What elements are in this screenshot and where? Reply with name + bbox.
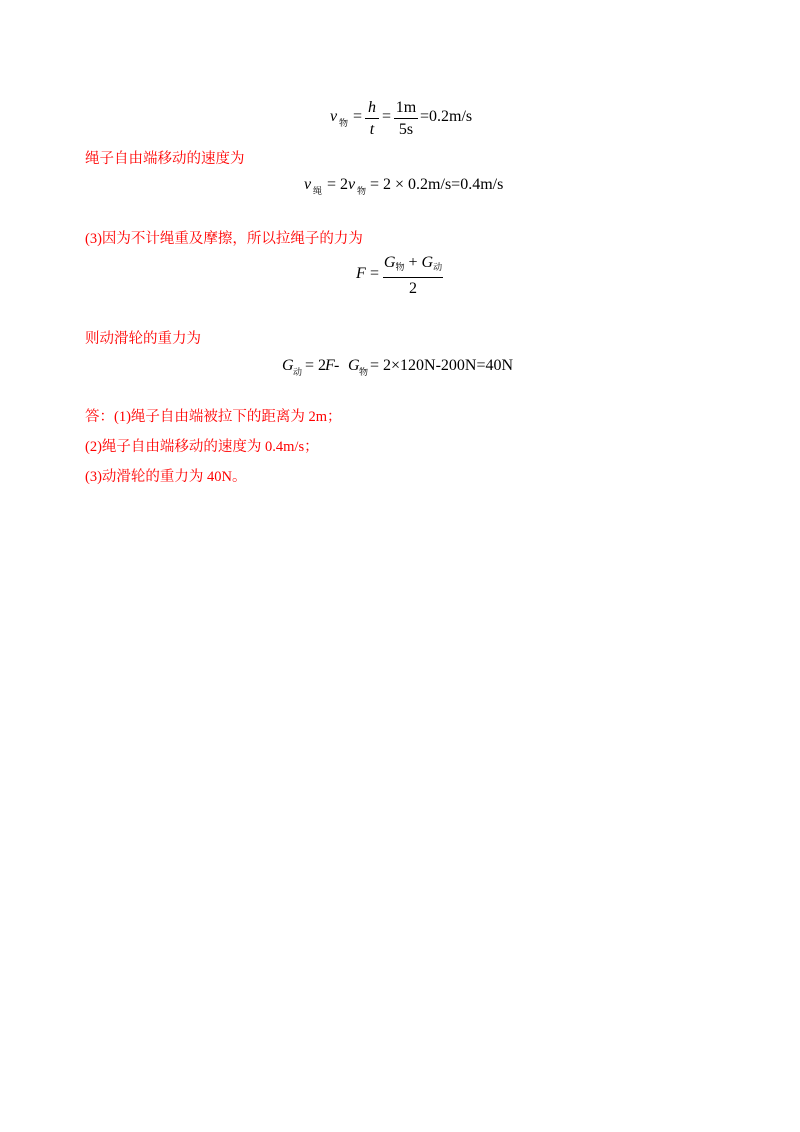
eq3-fraction — [383, 254, 443, 298]
eq4-mid: = 2 — [305, 357, 327, 374]
eq1-frac1-numerator: h — [368, 99, 376, 116]
equation-pulley-weight — [282, 357, 522, 377]
text-rope-end-speed-intro: 绳子自由端移动的速度为 — [85, 151, 245, 167]
answer-line-2: (2)绳子自由端移动的速度为 0.4m/s； — [85, 439, 319, 455]
eq3-numerator — [383, 254, 443, 276]
eq1-equals: = — [353, 108, 363, 125]
eq1-lhs-sub: 物 — [339, 118, 349, 128]
eq1-result: =0.2m/s — [420, 108, 473, 125]
eq1-fraction-h-t — [365, 99, 379, 139]
answer-line-3: (3)动滑轮的重力为 40N。 — [85, 469, 247, 485]
fraction-bar — [365, 118, 379, 119]
eq1-equals-2: = — [382, 108, 392, 125]
eq4-lhs-sub: 动 — [293, 367, 303, 377]
equation-velocity-object — [330, 99, 490, 139]
equation-velocity-rope — [304, 176, 504, 196]
eq3-equals: = — [370, 265, 380, 282]
text-pulley-weight-intro: 则动滑轮的重力为 — [85, 331, 201, 347]
eq3-lhs: F — [356, 265, 366, 282]
eq2-rhs: = 2 × 0.2m/s=0.4m/s — [370, 176, 504, 193]
eq3-plus: + — [404, 254, 422, 271]
eq1-fraction-1m-5s — [394, 99, 418, 139]
eq3-num-b: G — [421, 254, 434, 271]
answer-line-1: 答：(1)绳子自由端被拉下的距离为 2m； — [85, 409, 342, 425]
equation-pull-force — [356, 254, 456, 298]
eq4-g-sub: 物 — [359, 367, 369, 377]
eq2-lhs-var: v — [304, 176, 312, 193]
eq2-mid-var: v — [348, 176, 356, 193]
eq3-num-a-sub: 物 — [395, 262, 405, 272]
eq4-g-var: G — [348, 357, 360, 374]
eq4-lhs-var: G — [282, 357, 294, 374]
eq2-mid-sub: 物 — [357, 186, 367, 196]
eq2-lhs-sub: 绳 — [313, 186, 323, 196]
fraction-bar — [394, 118, 418, 119]
eq1-frac2-denominator: 5s — [398, 121, 414, 138]
eq1-lhs-var: v — [330, 108, 338, 125]
text-pull-force-intro: (3)因为不计绳重及摩擦，所以拉绳子的力为 — [85, 231, 363, 247]
eq1-frac2-numerator: 1m — [395, 99, 417, 116]
eq3-num-a: G — [383, 254, 396, 271]
eq3-num-b-sub: 动 — [433, 262, 443, 272]
eq4-mid-var: F — [325, 357, 335, 374]
fraction-bar — [383, 277, 443, 278]
eq4-rhs: = 2×120N-200N=40N — [370, 357, 514, 374]
eq1-frac1-denominator: t — [369, 121, 375, 138]
eq2-mid: = 2 — [327, 176, 349, 193]
eq4-minus: - — [334, 357, 340, 374]
eq3-denominator: 2 — [409, 280, 417, 297]
